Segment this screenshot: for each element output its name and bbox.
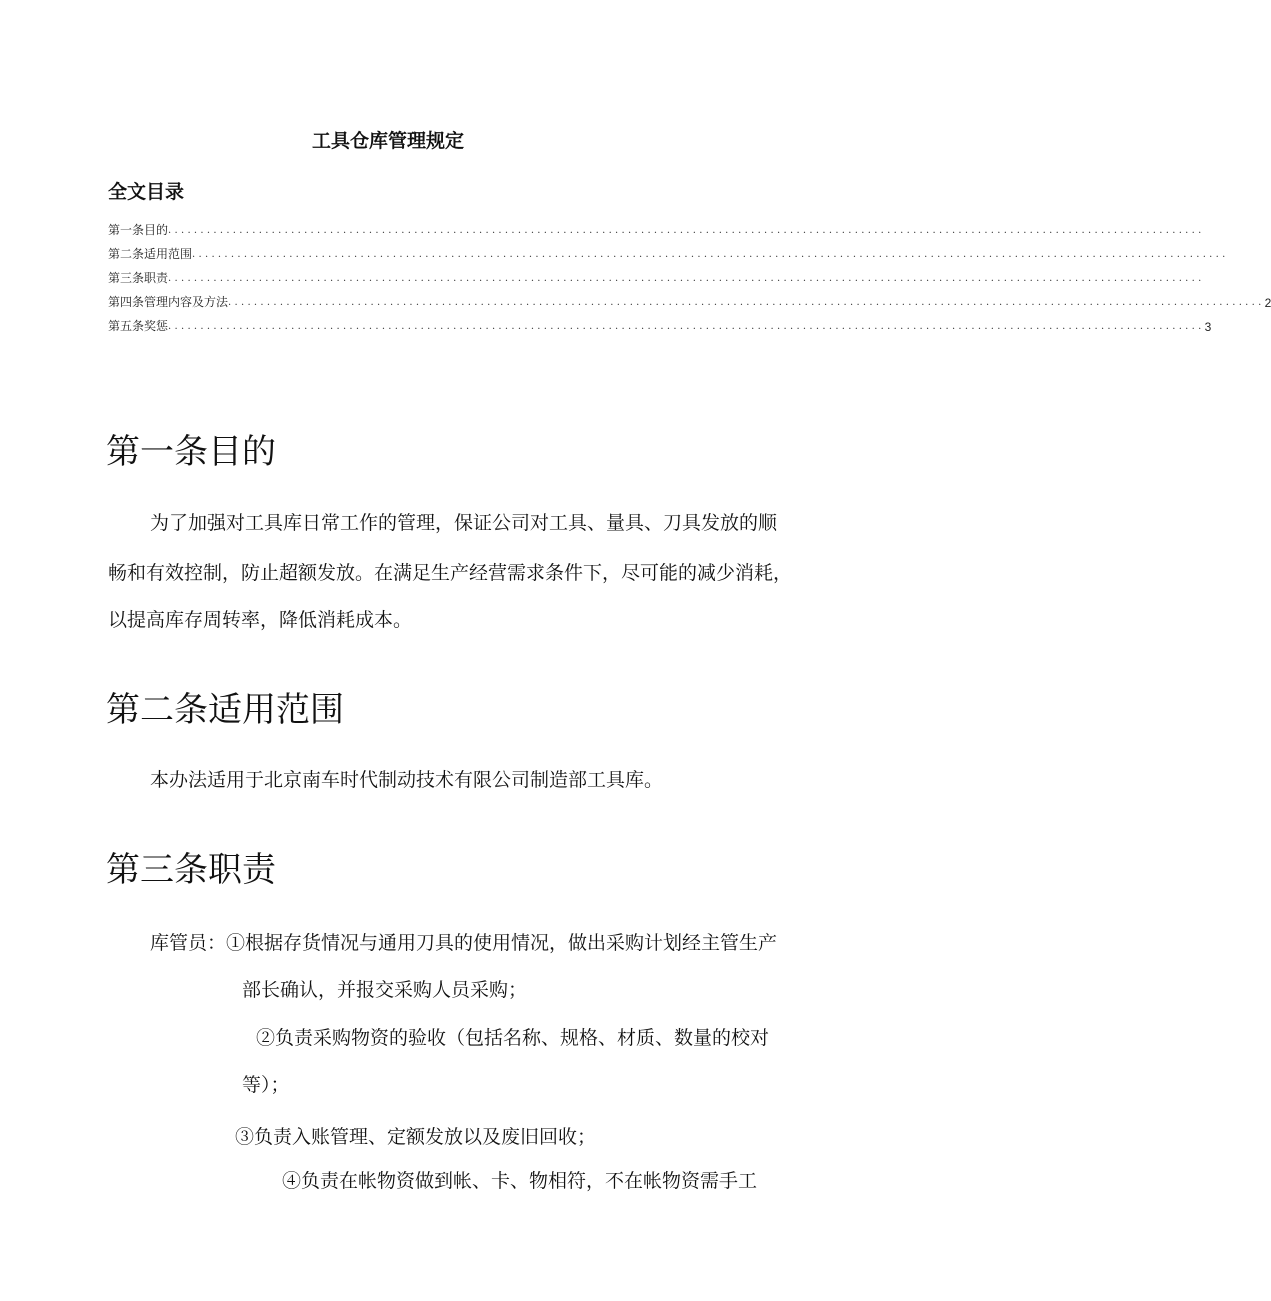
section-3-line-5: ③负责入账管理、定额发放以及废旧回收； [235, 1126, 597, 1148]
toc-leader-dots: ................................................................................................................................................................ [168, 321, 1205, 332]
toc-item[interactable] [108, 238, 1229, 262]
section-heading-purpose: 第一条目的 [106, 432, 276, 472]
section-3-line-3: ②负责采购物资的验收（包括名称、规格、材质、数量的校对 [256, 1027, 770, 1049]
section-heading-responsibilities: 第三条职责 [106, 850, 276, 890]
toc-item-label: 第二条适用范围 [108, 247, 193, 261]
section-3-line-2: 部长确认，并报交采购人员采购； [242, 979, 528, 1001]
toc-page-number: 3 [1204, 320, 1212, 334]
toc-item-label: 第五条奖惩 [108, 319, 169, 333]
toc-leader-dots: ................................................................................................................................................................ [228, 297, 1265, 308]
document-title: 工具仓库管理规定 [312, 130, 465, 152]
section-heading-scope: 第二条适用范围 [106, 690, 344, 730]
toc-item[interactable] [108, 262, 1205, 286]
toc-item[interactable] [108, 214, 1205, 238]
section-2-line-1: 本办法适用于北京南车时代制动技术有限公司制造部工具库。 [150, 769, 664, 791]
table-of-contents [108, 214, 1271, 334]
toc-item-label: 第四条管理内容及方法 [108, 295, 229, 309]
toc-item[interactable] [108, 286, 1271, 310]
toc-leader-dots: ................................................................................................................................................................ [168, 225, 1205, 236]
toc-item-label: 第一条目的 [108, 223, 169, 237]
toc-leader-dots: ................................................................................................................................................................ [192, 249, 1229, 260]
toc-page-number: 2 [1264, 296, 1271, 310]
section-1-line-2: 畅和有效控制，防止超额发放。在满足生产经营需求条件下，尽可能的减少消耗， [108, 562, 793, 584]
section-1-line-1: 为了加强对工具库日常工作的管理，保证公司对工具、量具、刀具发放的顺 [150, 512, 778, 534]
toc-leader-dots: ................................................................................................................................................................ [168, 273, 1205, 284]
section-3-line-6: ④负责在帐物资做到帐、卡、物相符，不在帐物资需手工 [282, 1170, 758, 1192]
section-3-line-1: 库管员：①根据存货情况与通用刀具的使用情况，做出采购计划经主管生产 [150, 932, 778, 954]
section-1-line-3: 以提高库存周转率，降低消耗成本。 [108, 609, 413, 631]
toc-heading: 全文目录 [108, 181, 185, 203]
toc-item-label: 第三条职责 [108, 271, 169, 285]
toc-item[interactable] [108, 310, 1212, 334]
section-3-line-4: 等）； [242, 1074, 290, 1096]
